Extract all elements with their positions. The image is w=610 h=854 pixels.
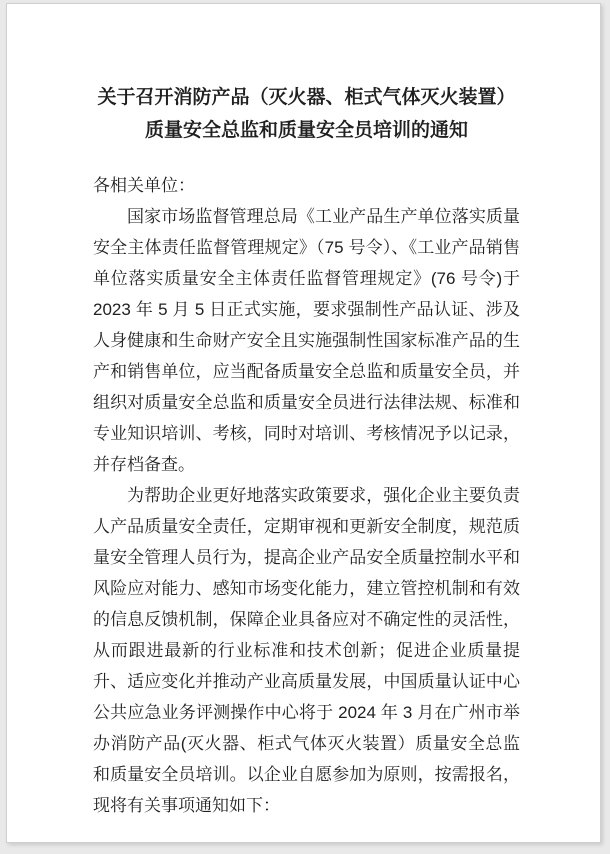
document-page (6, 3, 601, 843)
paragraph-regulations: 国家市场监督管理总局《工业产品生产单位落实质量安全主体责任监督管理规定》（75 号令）、《工业产品销售单位落实质量安全主体责任监督管理规定》(76 号令)于 2023 年 5 月 5 日正式实施，要求强制性产品认证、涉及人身健康和生命财产安全且实施强制性国家标准产品的生产和销售单位，应当配备质量安全总监和质量安全员，并组织对质量安全总监和质量安全员进行法律法规、标准和专业知识培训、考核，同时对培训、考核情况予以记录，并存档备查。 (93, 207, 520, 474)
document-title: 关于召开消防产品（灭火器、柜式气体灭火装置）质量安全总监和质量安全员培训的通知 (97, 87, 516, 141)
paragraph-training-announcement: 为帮助企业更好地落实政策要求，强化企业主要负责人产品质量安全责任，定期审视和更新安全制度，规范质量安全管理人员行为，提高企业产品安全质量控制水平和风险应对能力、感知市场变化能力，建立管控机制和有效的信息反馈机制，保障企业具备应对不确定性的灵活性，从而跟进最新的行业标准和技术创新；促进企业质量提升、适应变化并推动产业高质量发展，中国质量认证中心公共应急业务评测操作中心将于 2024 年 3 月在广州市举办消防产品(灭火器、柜式气体灭火装置）质量安全总监和质量安全员培训。以企业自愿参加为原则，按需报名，现将有关事项通知如下： (93, 486, 520, 815)
salutation-line: 各相关单位： (93, 176, 195, 195)
